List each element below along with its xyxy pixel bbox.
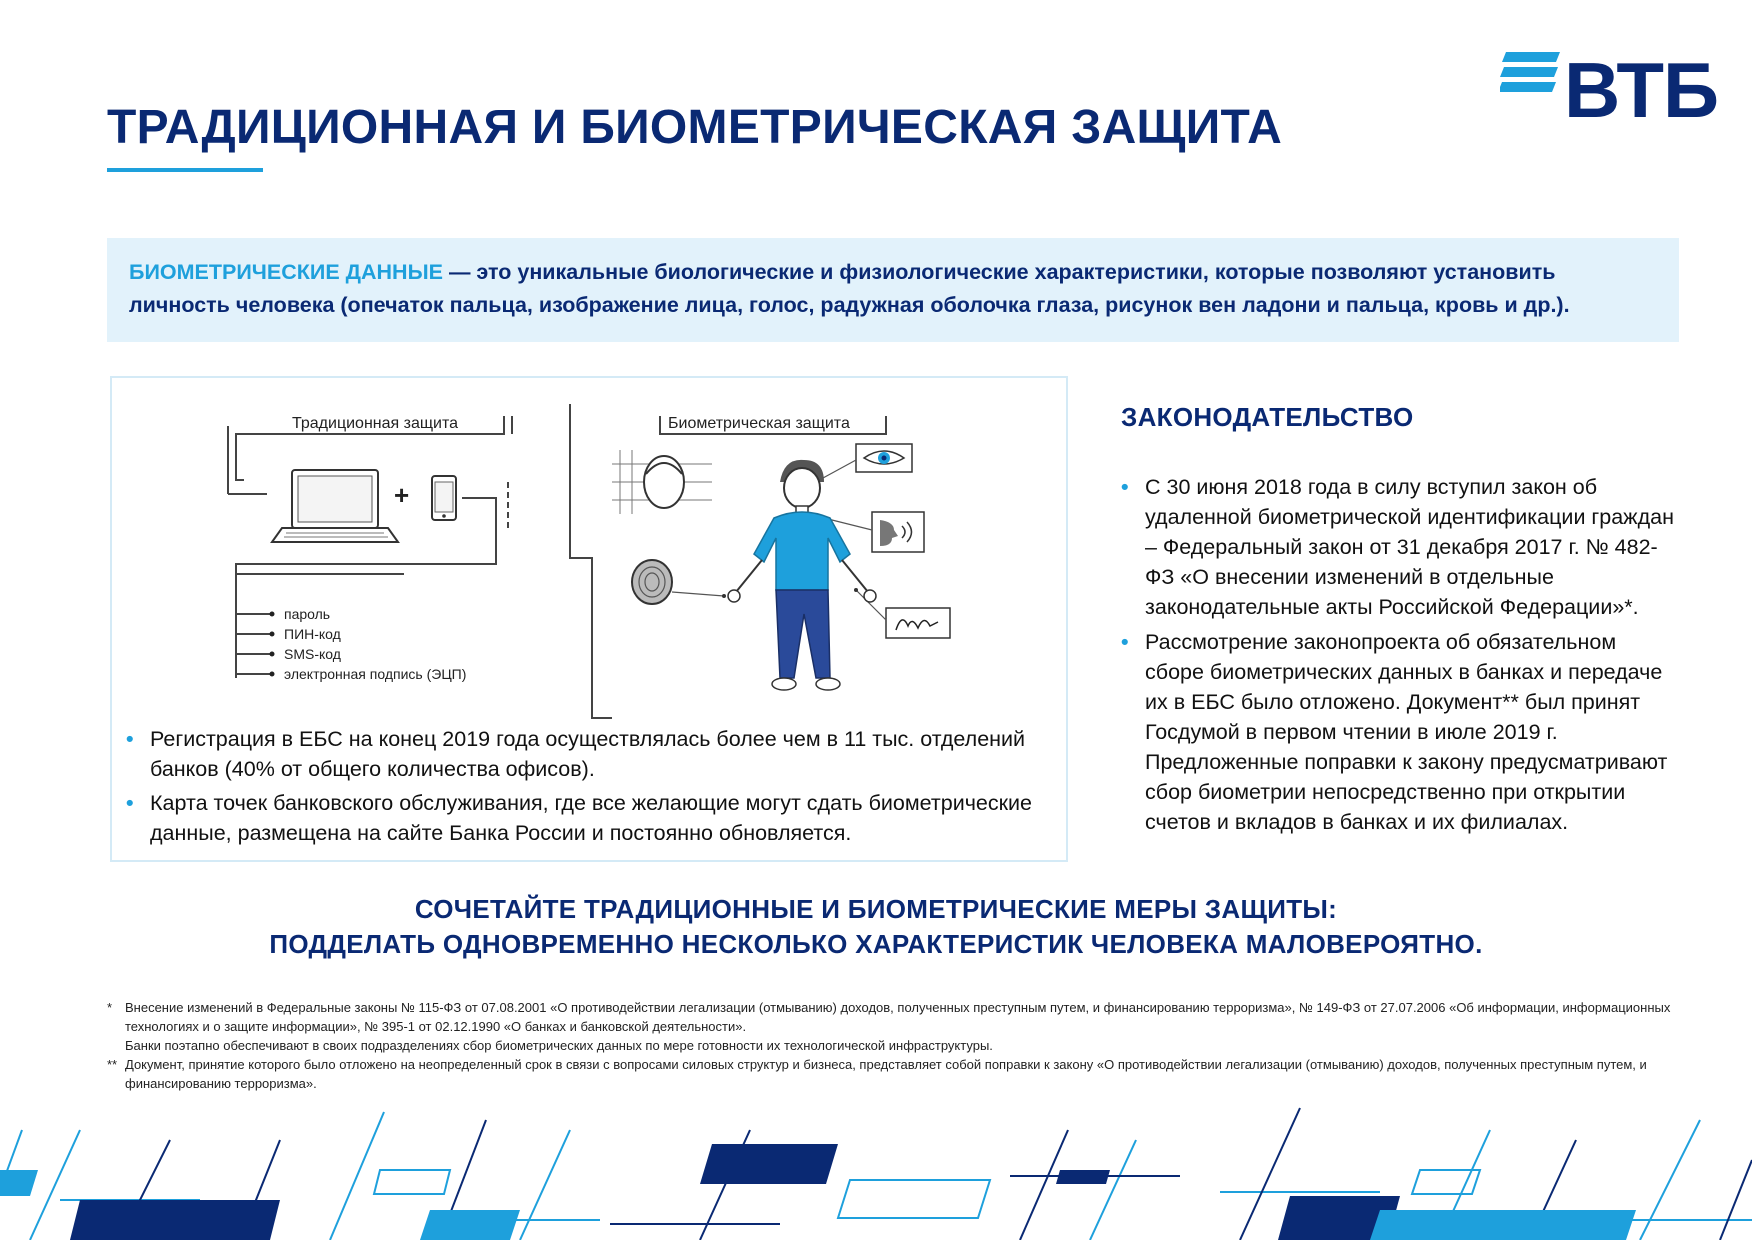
illustration-panel xyxy=(110,376,1068,862)
definition-body: — это уникальные биологические и физиологические характеристики, которые позволяют установить личность человека (опечаток пальца, изображение лица, голос, радужная оболочка глаза, рисунок вен ладони и пальца, кровь и др.). xyxy=(129,260,1570,317)
legislation-item: • Рассмотрение законопроекта об обязательном сборе биометрических данных в банках и передаче их в ЕБС было отложено. Документ** был принят Госдумой в первом чтении в июле 2019 г. Предложенные поправки к закону предусматривают сбор биометрии непосредственно при открытии счетов и вкладов в банках и их филиалах. xyxy=(1121,627,1681,837)
method-sms: SMS-код xyxy=(284,646,341,662)
traditional-label: Традиционная защита xyxy=(292,415,459,432)
registration-bullets xyxy=(126,724,1056,852)
footnote-2-text: Документ, принятие которого было отложено на неопределенный срок в связи с вопросами силовых структур и бизнеса, представляет собой поправки к закону «О противодействии легализации (отмыванию) доходов, полученных преступным путем, и финансированию терроризма». xyxy=(125,1057,1647,1091)
definition-text xyxy=(107,238,1679,322)
bullet-map: • Карта точек банковского обслуживания, где все желающие могут сдать биометрические данные, размещена на сайте Банка России и постоянно обновляется. xyxy=(126,788,1056,848)
definition-term: БИОМЕТРИЧЕСКИЕ ДАННЫЕ xyxy=(129,260,443,284)
definition-box xyxy=(107,238,1679,342)
slogan-line-1: СОЧЕТАЙТЕ ТРАДИЦИОННЫЕ И БИОМЕТРИЧЕСКИЕ МЕРЫ ЗАЩИТЫ: xyxy=(414,894,1338,924)
fingerprint-icon xyxy=(632,560,672,604)
vtb-logo-text: ВТБ xyxy=(1564,46,1719,134)
footnote-1b xyxy=(107,1036,1687,1055)
title-underline xyxy=(107,168,263,172)
vtb-logo xyxy=(1500,46,1719,134)
footnote-1-text: Внесение изменений в Федеральные законы № 115-ФЗ от 07.08.2001 «О противодействии легализации (отмыванию) доходов, полученных преступным путем, и финансированию терроризма», № 149-ФЗ от 27.07.2006 «Об информации, информационных технологиях и о защите информации», № 395-1 от 02.12.1990 «О банках и банковской деятельности». xyxy=(125,1000,1671,1034)
legislation-heading: ЗАКОНОДАТЕЛЬСТВО xyxy=(1121,402,1414,432)
eye-icon xyxy=(856,444,912,472)
slogan xyxy=(0,892,1752,962)
method-esign: электронная подпись (ЭЦП) xyxy=(284,666,467,682)
vtb-logo-stripes-icon xyxy=(1500,52,1560,94)
decorative-pattern xyxy=(0,1100,1752,1240)
page-title: ТРАДИЦИОННАЯ И БИОМЕТРИЧЕСКАЯ ЗАЩИТА xyxy=(107,101,1283,154)
plus-sign: + xyxy=(394,480,410,510)
legislation-item: • С 30 июня 2018 года в силу вступил закон об удаленной биометрической идентификации граждан – Федеральный закон от 31 декабря 2017 г. № 482-ФЗ «О внесении изменений в отдельные законодательные акты Российской Федерации»*. xyxy=(1121,472,1681,622)
legislation-list xyxy=(1121,472,1681,842)
voice-icon xyxy=(872,512,924,552)
laptop-icon xyxy=(272,470,398,542)
signature-icon xyxy=(886,608,950,638)
footnotes xyxy=(107,998,1687,1093)
biometric-label: Биометрическая защита xyxy=(668,415,850,432)
protection-illustration xyxy=(112,378,1066,723)
bullet-registration: • Регистрация в ЕБС на конец 2019 года осуществлялась более чем в 11 тыс. отделений банков (40% от общего количества офисов). xyxy=(126,724,1056,784)
footnote-1 xyxy=(107,998,1687,1036)
phone-icon xyxy=(432,476,456,520)
method-password: пароль xyxy=(284,606,331,622)
face-scan-icon xyxy=(612,450,712,514)
footnote-2 xyxy=(107,1055,1687,1093)
method-pin: ПИН-код xyxy=(284,626,341,642)
person-figure xyxy=(728,460,876,690)
slogan-line-2: ПОДДЕЛАТЬ ОДНОВРЕМЕННО НЕСКОЛЬКО ХАРАКТЕРИСТИК ЧЕЛОВЕКА МАЛОВЕРОЯТНО. xyxy=(269,929,1483,959)
footnote-1b-text: Банки поэтапно обеспечивают в своих подразделениях сбор биометрических данных по мере готовности их технологической инфраструктуры. xyxy=(125,1038,993,1053)
footnote-mark-2: ** xyxy=(107,1057,118,1072)
footnote-mark-1: * xyxy=(107,1000,113,1015)
